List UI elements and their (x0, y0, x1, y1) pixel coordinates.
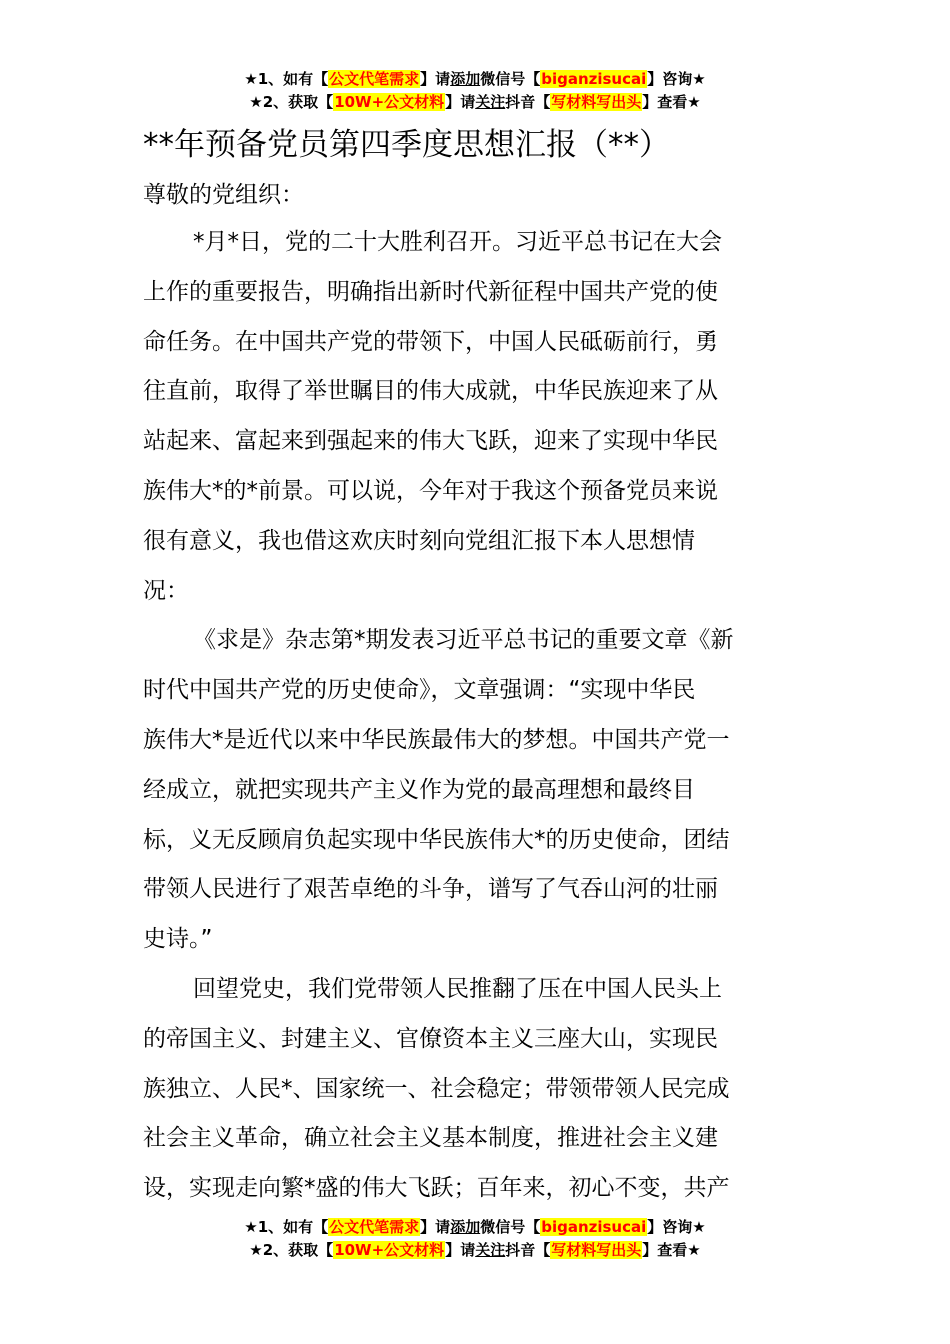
banner-text: ★1、如有【 (244, 70, 329, 88)
banner-highlight: biganzisucai (541, 1218, 647, 1236)
banner-underlined-text: 关注 (475, 93, 506, 111)
salutation: 尊敬的党组织： (143, 182, 304, 208)
body-line: 《求是》杂志第*期发表习近平总书记的重要文章《新 (193, 627, 734, 654)
body-line: 族伟大*是近代以来中华民族最伟大的梦想。中国共产党一 (143, 726, 730, 753)
body-line: 站起来、富起来到强起来的伟大飞跃，迎来了实现中华民 (143, 428, 718, 455)
banner-text: 微信号【 (480, 1218, 541, 1236)
banner-text: 】请 (420, 70, 451, 88)
body-line: 很有意义，我也借这欢庆时刻向党组汇报下本人思想情 (143, 527, 695, 554)
body-line: 设，实现走向繁*盛的伟大飞跃；百年来，初心不变，共产 (143, 1175, 730, 1202)
banner-highlight: 10W+公文材料 (334, 93, 445, 111)
banner-line-2 (0, 91, 950, 114)
body-line: 命任务。在中国共产党的带领下，中国人民砥砺前行，勇 (143, 328, 718, 355)
banner-highlight: 写材料写出头 (551, 93, 642, 111)
body-line: 社会主义革命，确立社会主义基本制度，推进社会主义建 (143, 1125, 718, 1152)
body-line: 的帝国主义、封建主义、官僚资本主义三座大山，实现民 (143, 1025, 718, 1052)
body-line: 族独立、人民*、国家统一、社会稳定；带领带领人民完成 (143, 1075, 730, 1102)
banner-underlined-text: 添加 (450, 70, 481, 88)
body-line: 时代中国共产党的历史使命》，文章强调：“实现中华民 (143, 677, 696, 704)
banner-text: ★1、如有【 (244, 1218, 329, 1236)
banner-highlight: 公文代笔需求 (329, 1218, 420, 1236)
body-line: 标，义无反顾肩负起实现中华民族伟大*的历史使命，团结 (143, 826, 730, 853)
banner-text: ★2、获取【 (249, 1241, 334, 1259)
banner-text: 】咨询★ (647, 1218, 706, 1236)
body-line: 族伟大*的*前景。可以说，今年对于我这个预备党员来说 (143, 477, 718, 504)
banner-text: 】请 (445, 93, 476, 111)
banner-highlight: biganzisucai (541, 70, 647, 88)
body-line: *月*日，党的二十大胜利召开。习近平总书记在大会 (193, 229, 722, 255)
banner-highlight: 写材料写出头 (551, 1241, 642, 1259)
body-line: 经成立，就把实现共产主义作为党的最高理想和最终目 (143, 776, 695, 803)
body-line: 带领人民进行了艰苦卓绝的斗争，谱写了气吞山河的壮丽 (143, 876, 718, 903)
body-line: 况： (143, 577, 189, 604)
footer-banner (0, 1216, 950, 1262)
banner-text: 抖音【 (505, 93, 551, 111)
document-body (143, 218, 813, 1214)
banner-text: 微信号【 (480, 70, 541, 88)
body-line: 往直前，取得了举世瞩目的伟大成就，中华民族迎来了从 (143, 378, 718, 405)
banner-text: 】查看★ (642, 93, 701, 111)
banner-highlight: 10W+公文材料 (334, 1241, 445, 1259)
body-line: 回望党史，我们党带领人民推翻了压在中国人民头上 (193, 975, 722, 1002)
banner-highlight: 公文代笔需求 (329, 70, 420, 88)
banner-text: 】请 (420, 1218, 451, 1236)
banner-text: ★2、获取【 (249, 93, 334, 111)
banner-text: 抖音【 (505, 1241, 551, 1259)
document-title: **年预备党员第四季度思想汇报（**） (143, 127, 670, 163)
banner-line-1 (0, 68, 950, 91)
banner-text: 】咨询★ (647, 70, 706, 88)
banner-text: 】查看★ (642, 1241, 701, 1259)
body-line: 史诗。” (143, 926, 213, 953)
banner-underlined-text: 添加 (450, 1218, 481, 1236)
banner-line-2 (0, 1239, 950, 1262)
body-line: 上作的重要报告，明确指出新时代新征程中国共产党的使 (143, 278, 718, 305)
banner-text: 】请 (445, 1241, 476, 1259)
header-banner (0, 68, 950, 114)
banner-line-1 (0, 1216, 950, 1239)
banner-underlined-text: 关注 (475, 1241, 506, 1259)
